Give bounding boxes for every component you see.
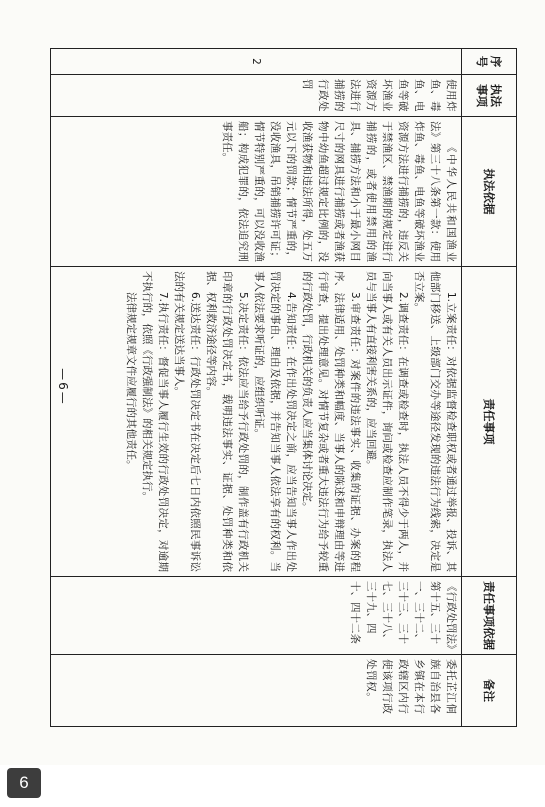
table-row: [51, 49, 462, 727]
responsibility-line: 1.立案责任：对依据监督检查职权或者通过举报、投诉、其他部门移送、上级部门交办等途径发现的违法行为线索，决定是否立案。: [413, 271, 457, 572]
row-basis: 《中华人民共和国渔业法》第三十八条第一款：使用炸鱼、毒鱼、电鱼等破坏渔业资源方法进行捕捞的，违反关于禁渔区、禁渔期的规定进行捕捞的，或者使用禁用的渔具、捕捞方法和小于最小网目尺寸的网具进行捕捞或者渔获物中幼鱼超过规定比例的，没收渔获物和违法所得，处五万元以下的罚款；情节严重的，没收渔具，吊销捕捞许可证；情节特别严重的，可以没收渔船；构成犯罪的，依法追究刑事责任。: [51, 117, 462, 267]
page-indicator-badge[interactable]: 6: [7, 768, 41, 798]
header-resp-basis: 责任事项依据: [462, 577, 517, 655]
rotated-page-content: [50, 48, 517, 726]
header-basis: 执法依据: [462, 117, 517, 267]
row-responsibility: [51, 267, 462, 577]
responsibility-line: 7.执行责任：督促当事人履行生效的行政处罚决定，对逾期不执行的，依照《行政强制法》的相关规定执行。: [141, 271, 169, 572]
table-header-row: [462, 49, 517, 727]
responsibility-line: 3.审查责任：对案件的违法事实、收集的证据、办案的程序、法律适用、处罚种类和幅度、当事人的陈述和申辩理由等进行审查，提出处理意见。对情节复杂或者重大违法行为给予较重的行政处罚，行政机关的负责人应当集体讨论决定。: [301, 271, 361, 572]
responsibility-line: 2.调查责任：在调查或检查时，执法人员不得少于两人，并向当事人或有关人员出示证件，询问或检查应制作笔录，执法人员与当事人有直接利害关系的，应当回避。: [365, 271, 409, 572]
page-number: —6—: [56, 368, 70, 406]
row-seq: 2: [51, 49, 462, 75]
responsibility-line: 5.决定责任：依法应当给予行政处罚的，制作盖有行政机关印章的行政处罚决定书，载明违法事实、证据、处罚种类和依据、权利救济途径等内容。: [205, 271, 249, 572]
responsibility-line: 6.送达责任：行政处罚决定书在决定后七日内依照民事诉讼法的有关规定送达当事人。: [173, 271, 201, 572]
row-item: 使用炸鱼、毒鱼、电鱼等破坏渔业资源方法进行捕捞的行政处罚: [51, 75, 462, 117]
row-resp-basis: 《行政处罚法》第十五、三十一、三十二、三十三、三十七、三十八、三十九、四十、四十二条: [51, 577, 462, 655]
responsibility-line: 4.告知责任：在作出处罚决定之前，应当告知当事人作出处罚决定的事由、理由及依据，并告知当事人依法享有的权利。当事人依法要求听证的，应组织听证。: [253, 271, 297, 572]
enforcement-table: [50, 48, 517, 727]
responsibility-line: 法律规定规章文件应履行的其他责任。: [125, 292, 137, 471]
header-item: 执法事项: [462, 75, 517, 117]
row-note: 委托芷江侗族自治县各乡镇在本行政辖区内行使该项行政处罚权。: [51, 655, 462, 727]
header-responsibility: 责任事项: [462, 267, 517, 577]
header-note: 备注: [462, 655, 517, 727]
header-seq: 序号: [462, 49, 517, 75]
